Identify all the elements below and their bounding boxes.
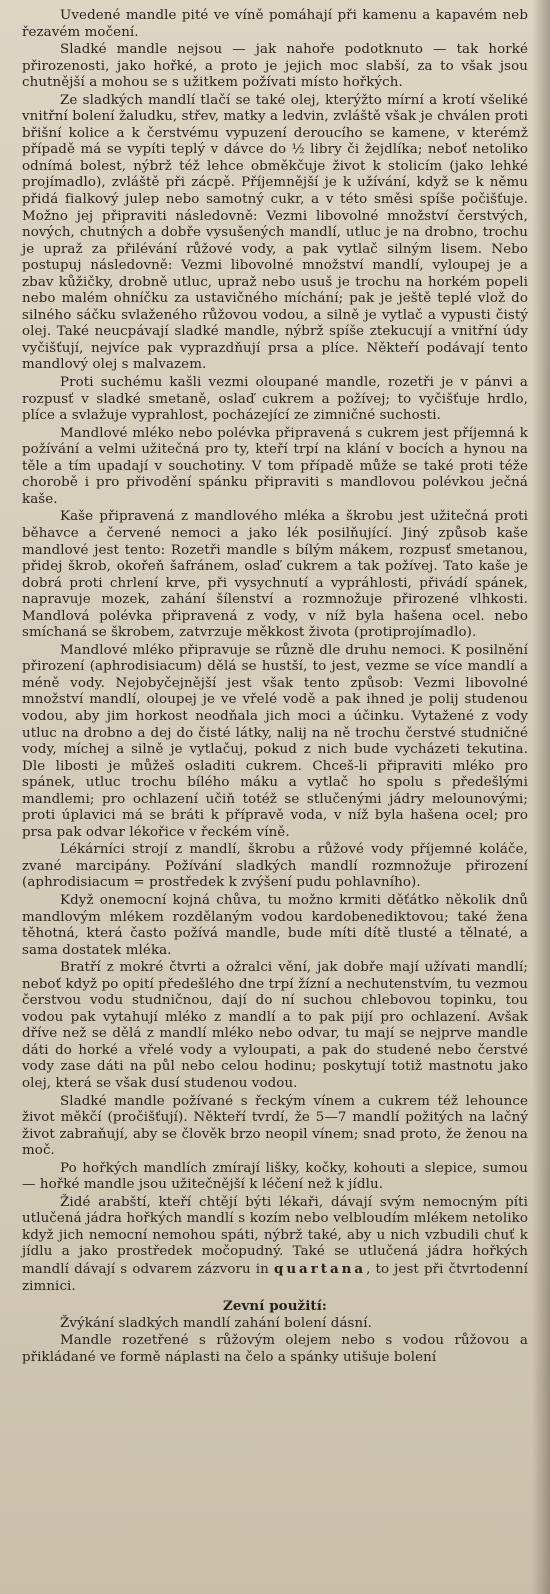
external-paragraph-1: Žvýkání sladkých mandlí zahání bolení dásní. [60, 1315, 372, 1331]
paragraph-13 [22, 1195, 528, 1295]
paragraph-9: Když onemocní kojná chůva, tu možno krmiti děťátko několik dnů mandlovým mlékem rozdělaným vodou kardobenediktovou; také žena těhotná, která často požívá mandle, bude míti dítě tlusté a tělnaté, a sama dostatek mléka. [22, 892, 528, 958]
paragraph-11: Sladké mandle požívané s řeckým vínem a cukrem též lehounce život měkčí (pročišťují). Někteří tvrdí, že 5—7 mandlí požitých na lačný život zabraňují, aby se člověk brzo neopil vínem; snad proto, že ženou na moč. [22, 1093, 528, 1159]
page-edge-shadow [532, 0, 550, 1594]
paragraph-13-tail: , to jest při čtvrtodenní zimnici. [22, 1262, 528, 1294]
external-paragraph-2: Mandle rozetřené s růžovým olejem nebo s vodou růžovou a přikládané ve formě náplasti na čelo a spánky utišuje bolení [22, 1333, 528, 1365]
paragraph-8: Lékárníci strojí z mandlí, škrobu a růžové vody příjemné koláče, zvané marcipány. Požívání sladkých mandlí rozmnožuje přirození (aphrodisiacum = prostředek k zvýšení pudu pohlavního). [22, 842, 528, 891]
paragraph-1: Uvedené mandle pité ve víně pomáhají při kamenu a kapavém neb řezavém močení. [22, 8, 528, 40]
section-heading: Zevní použití: [223, 1298, 327, 1315]
paragraph-3: Ze sladkých mandlí tlačí se také olej, kterýžto mírní a krotí všeliké vnitřní bolení žaludku, střev, matky a ledvin, zvláště však je chválen proti břišní kolice a k čerstvému vypuzení deroucího se kamene, v kterémž případě má se vypíti teplý v dávce do ½ libry či žejdlíka; neboť netoliko odnímá bolest, nýbrž též lehce obměkčuje život k stolicím (jako lehké projímadlo), zvláště při zácpě. Příjemnější je k užívání, když se k němu přidá fialkový julep nebo samotný cukr, a v této směsi spíše počišťuje. Možno jej připraviti následovně: Vezmi libovolné množství čerstvých, nových, chutných a dobře vysušených mandlí, utluc je na drobno, trochu je upraž za přilévání růžové vody, a pak vytlač silným lisem. Nebo postupuj následovně: Vezmi libovolné množství mandlí, vyloupej je a zbav kůžičky, drobně utluc, upraž nebo usuš je trochu na horkém popeli nebo malém ohníčku za ustavičného míchání; pak je ještě teplé vlož do silného sáčku svlaženého růžovou vodou, a silně je vytlač a vypusti čistý olej. Také neucpávají sladké mandle, nýbrž spíše ztekucují a vnitřní údy vyčišťují, nejvíce pak vyprazdňují prsa a plíce. Někteří podávají tento mandlový olej s malvazem. [22, 92, 528, 373]
paragraph-6: Kaše připravená z mandlového mléka a škrobu jest užitečná proti běhavce a červené nemoci a jako lék posilňující. Jiný způsob kaše mandlové jest tento: Rozetři mandle s bílým mákem, rozpusť smetanou, přidej škrob, okořeň šafránem, oslaď cukrem a tak požívej. Tato kaše je dobrá proti chrlení krve, při vysychnutí a vypráhlosti, přivádí spánek, napravuje mozek, zahání šílenství a rozmnožuje přirozené vlhkosti. Mandlová polévka připravená z vody, v níž byla hašena ocel. nebo smíchaná se škrobem, zatvrzuje měkkost života (protiprojímadlo). [22, 509, 528, 641]
page-text [22, 8, 528, 1366]
paragraph-5: Mandlové mléko nebo polévka připravená s cukrem jest příjemná k požívání a velmi užitečná pro ty, kteří trpí na klání v bocích a hynou na těle a tím upadají v souchotiny. V tom případě může se také proti téže chorobě i pro přivodění spánku připraviti s mandlovou polévkou ječná kaše. [22, 425, 528, 507]
paragraph-13-text: Židé arabští, kteří chtějí býti lékaři, dávají svým nemocným píti utlučená jádra hořkých mandlí s kozím nebo velbloudím mlékem netoliko když jich nemocní nemohou spáti, nýbrž také, aby u nich vzbudili chuť k jídlu a jako prostředek močopudný. Také se utlučená jádra hořkých mandlí dávají s odvarem zázvoru in [22, 1194, 528, 1278]
paragraph-12: Po hořkých mandlích zmírají lišky, kočky, kohouti a slepice, sumou — hořké mandle jsou užitečnější k léčení než k jídlu. [22, 1160, 528, 1193]
paragraph-4: Proti suchému kašli vezmi oloupané mandle, rozetři je v pánvi a rozpusť v sladké smetaně, oslaď cukrem a požívej; to vyčišťuje hrdlo, plíce a svlažuje vyprahlost, pocházející ze zimničné suchosti. [22, 375, 528, 424]
quartana-word: quartana [273, 1261, 367, 1278]
paragraph-10: Bratří z mokré čtvrti a ožralci vění, jak dobře mají užívati mandlí; neboť když po opití předešlého dne trpí žízní a nechutenstvím, tu vezmou čerstvou vodu studničnou, dají do ní suchou chlebovou topinku, tou vodou pak vytahují mléko z mandlí a to pak pijí pro ochlazení. Avšak dříve než se dělá z mandlí mléko nebo odvar, tu mají se nejprve mandle dáti do horké a vřelé vody a vyloupati, a pak do studené nebo čerstvé vody zase dáti na půl nebo celou hodinu; poskytují totiž mastnotu jako olej, která se však dusí studenou vodou. [22, 960, 528, 1091]
paragraph-7: Mandlové mléko připravuje se různě dle druhu nemoci. K posilnění přirození (aphrodisiacum) dělá se hustší, to jest, vezme se více mandlí a méně vody. Nejobyčejnější jest však tento způsob: Vezmi libovolné množství mandlí, oloupej je ve vřelé vodě a pak ihned je polij studenou vodou, aby jim horkost neodňala jich moci a účinku. Vytažené z vody utluc na drobno a dej do čisté látky, nalij na ně trochu čerstvé studničné vody, míchej a silně je vytlačuj, pokud z nich bude vycházeti tekutina. Dle libosti je můžeš osladiti cukrem. Chceš-li připraviti mléko pro spánek, utluc trochu bílého máku a vytlač ho spolu s předešlými mandlemi; pro ochlazení učiň totéž se stlučenými jádry melounovými; proti úplavici má se bráti k přípravě voda, v níž byla hašena ocel; pro prsa pak odvar lékořice v řeckém víně. [22, 642, 528, 840]
paragraph-2: Sladké mandle nejsou — jak nahoře podotknuto — tak horké přirozenosti, jako hořké, a proto je jejich moc slabší, za to však jsou chutnější a mohou se s užitkem požívati místo hořkých. [22, 42, 528, 91]
